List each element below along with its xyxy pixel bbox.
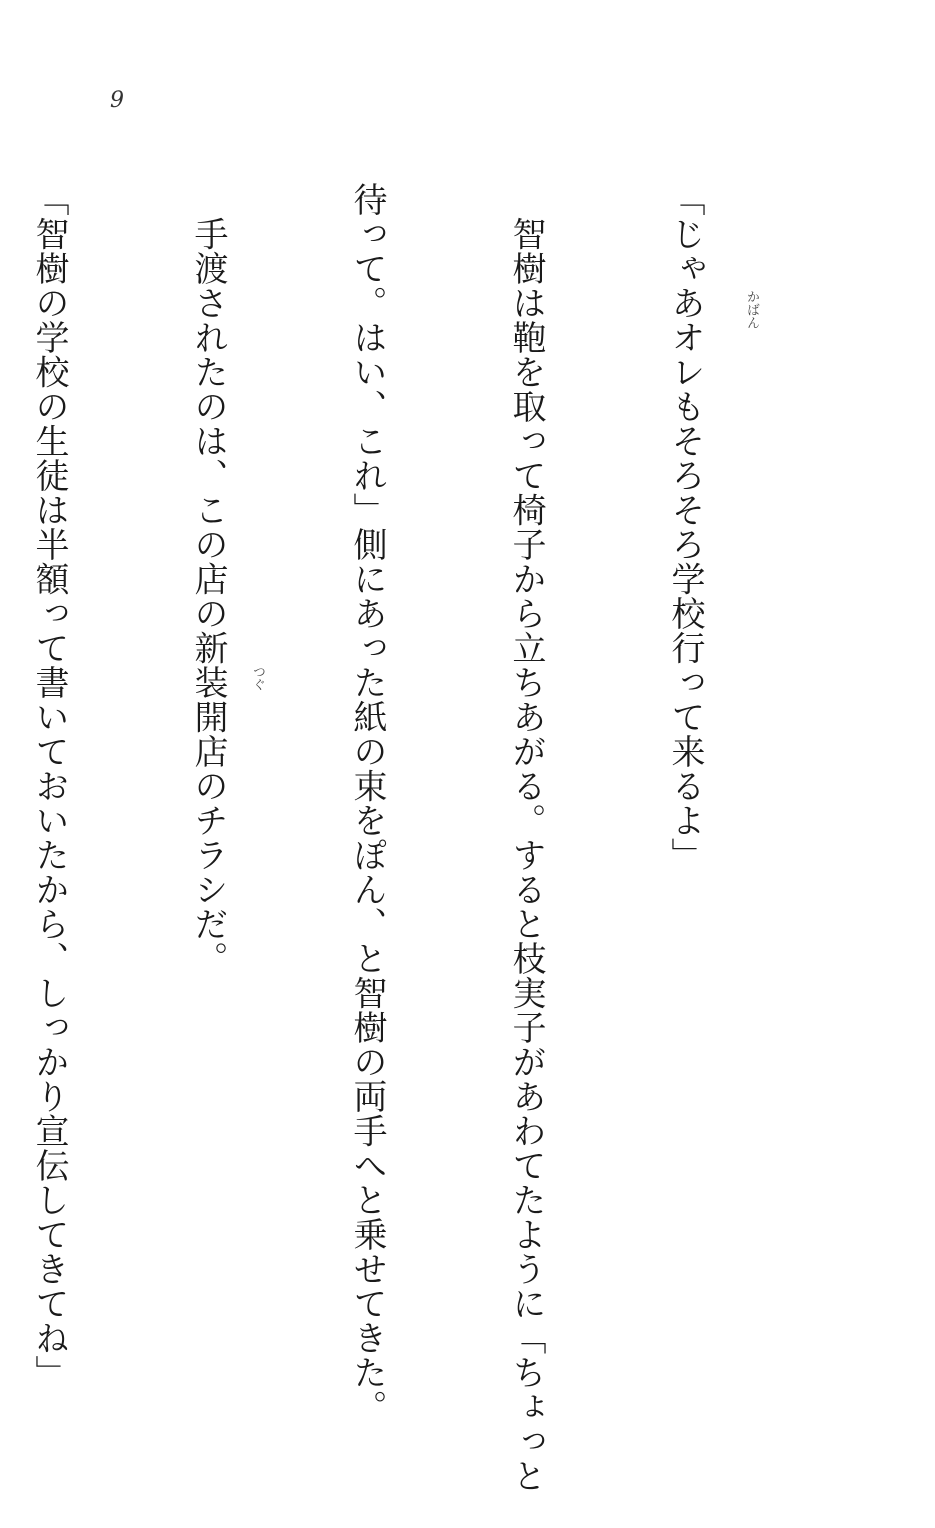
page-number: 9 <box>110 88 124 113</box>
text-line: 「じゃあオレもそろそろ学校行って来るよ」 <box>665 182 705 872</box>
ruby-tsugu: つぐ <box>250 665 265 691</box>
text-line: 待って。はい、これ」側にあった紙の束をぽん、と智樹の両手へと乗せてきた。 <box>347 182 387 1424</box>
text-line: 「智樹の学校の生徒は半額って書いておいたから、しっかり宣伝してきてね」 <box>29 182 69 1390</box>
body-text <box>0 182 817 1493</box>
text-line: 手渡されたのは、この店の新装開店のチラシだ。 <box>188 182 228 976</box>
ruby-kaban: かばん <box>744 290 759 329</box>
text-line: 智樹は鞄を取って椅子から立ちあがる。すると枝実子があわてたように「ちょっと <box>506 182 546 1493</box>
